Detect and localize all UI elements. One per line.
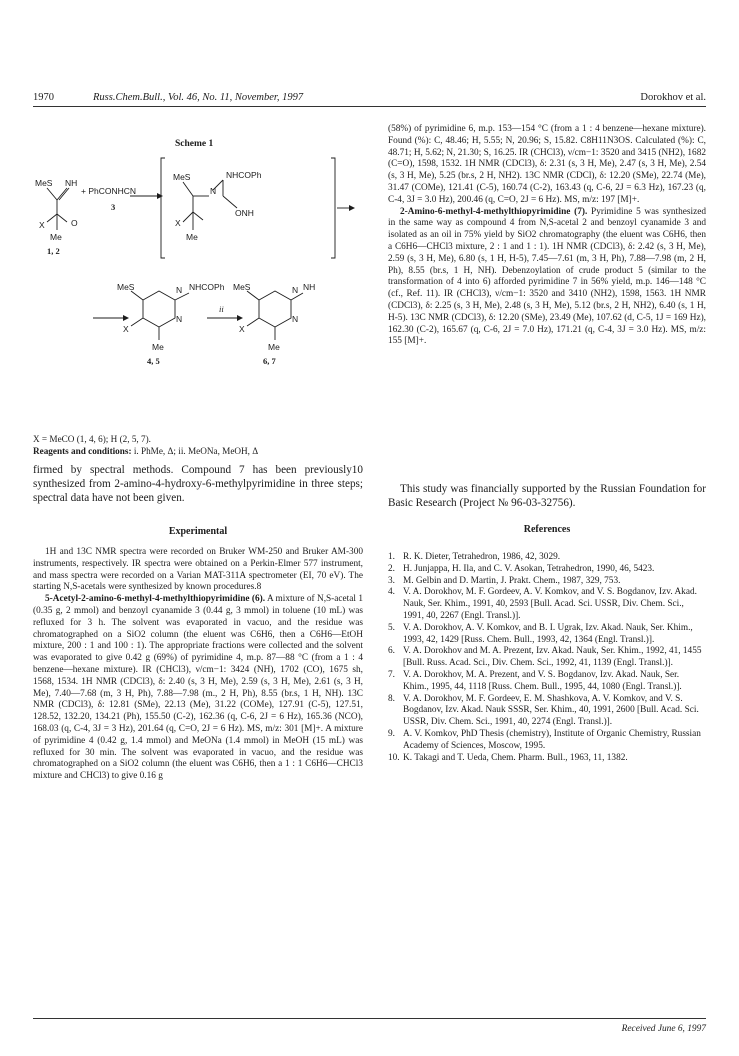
ring2-mes-label: MeS (233, 282, 251, 292)
reference-item (388, 552, 706, 564)
inter-n-label: N (210, 186, 217, 196)
reference-item (388, 587, 706, 622)
reference-text: M. Gelbin and D. Martin, J. Prakt. Chem., 1987, 329, 753. (403, 575, 621, 586)
experimental-body (33, 547, 363, 783)
intro-paragraph: firmed by spectral methods. Compound 7 has been previously10 synthesized from 2-amino-4-hydroxy-6-methylpyrimidine in three steps; spectral data have not been given. (33, 464, 363, 504)
legend-reagents-text: i. PhMe, Δ; ii. MeONa, MeOH, Δ (131, 445, 259, 456)
legend-reagents (33, 446, 363, 458)
reference-item (388, 564, 706, 576)
reference-number: 2. (388, 563, 395, 574)
reference-number: 9. (388, 728, 395, 739)
reference-text: H. Junjappa, H. Ila, and C. V. Asokan, Tetrahedron, 1990, 46, 5423. (403, 563, 655, 574)
reference-text: K. Takagi and T. Ueda, Chem. Pharm. Bull., 1963, 11, 1382. (403, 752, 628, 763)
reference-number: 3. (388, 575, 395, 586)
reference-number: 4. (388, 587, 395, 598)
inter-x-label: X (175, 218, 181, 228)
reference-number: 8. (388, 693, 395, 704)
reagent-label: + PhCONHCN (81, 186, 137, 196)
reference-number: 6. (388, 646, 395, 657)
inter-me-label: Me (186, 232, 198, 242)
ring2-n2-label: N (292, 314, 299, 324)
reference-text: R. K. Dieter, Tetrahedron, 1986, 42, 3029. (403, 552, 561, 562)
reference-item (388, 729, 706, 753)
reference-item (388, 646, 706, 670)
synthesis-7-text: Pyrimidine 5 was synthesized in the same way as compound 4 from N,S-acetal 2 and benzoyl cyanamide 3 and isolated as an oil in 75% yield by SiO2 chromatography (the eluent was C6H6, then a C6H6—CHCl3 mixture, 2 : 1 and 1 : 1). 1H NMR (CDCl3), δ: 2.42 (s, 3 H, Me), 2.59 (s, 3 H, Me), 6.80 (s, 1 H, H-5), 7.45—7.61 (m, 3 H, Ph), 7.88—7.98 (m, 2 H, Ph), 8.55 (br.s, 1 H, NH). Debenzoylation of crude product 5 (similar to the transformation of 4 into 6) afforded pyrimidine 7 in 56% yield, m.p. 146—148 °C (cf., Ref. 11). IR (CHCl3), ν/cm−1: 3520 and 3410 (NH2), 1598, 1563. 1H NMR (CDCl3), δ: 2.25 (s, 3 H, Me), 2.48 (s, 3 H, Me), 5.12 (br.s, 2 H, NH2), 6.40 (s, 1 H, H-5). 13C NMR (CDCl3), δ: 12.20 (SMe), 23.49 (Me), 107.62 (d, C-5, 1J = 169 Hz), 162.30 (C-2), 165.67 (q, C-6, 2J = 7.0 Hz), 171.21 (q, C-4, 3J = 3.0 Hz). MS, m/z: 155 [M]+. (388, 206, 706, 347)
synthesis-6-text: A mixture of N,S-acetal 1 (0.35 g, 2 mmol) and benzoyl cyanamide 3 (0.44 g, 3 mmol) in toluene (10 mL) was refluxed for 3 h. The solvent was evaporated in vacuo, and the residue was chromatographed on a SiO2 column (the eluent was C6H6, then a C6H6—EtOH mixture, 200 : 1 and 100 : 1). The appropriate fractions were collected and the solvent was evaporated to give 0.42 g (69%) of pyrimidine 4, m.p. 87—88 °C (from a 1 : 4 benzene—hexane mixture). IR (CHCl3), ν/cm−1: 3424 (NH), 1702 (CO), 1675 sh, 1568, 1534. 1H NMR (CDCl3), δ: 2.40 (s, 3 H, Me), 2.59 (s, 3 H, Me), 2.61 (s, 3 H, Me), 7.40—7.68 (m, 3 H, Ph), 7.88—7.98 (m., 2 H, Ph), 8.55 (br.s, 1 H, NH). 13C NMR (CDCl3), δ: 12.81 (SMe), 22.13 (Me), 31.22 (COMe), 127.91 (C-5), 127.51, 128.52, 132.20, 134.21 (Ph), 155.50 (C-2), 162.36 (q, C-6, 2J = 6 Hz), 165.36 (NCO), 168.03 (q, C-4, 3J = 3 Hz), 201.64 (q, C=O, 2J = 6 Hz). MS, m/z: 301 [M]+. A mixture of pyrimidine 4 (0.42 g, 1.4 mmol) and MeONa (1.4 mmol) in MeOH (15 mL) was refluxed for 30 min. The solvent was evaporated in vacuo, and the residue was chromatographed on a SiO2 column (the eluent was C6H6, then a 1 : 1 C6H6—CHCl3 mixture and CHCl3) to give 0.16 g (33, 594, 363, 782)
reference-text: V. A. Dorokhov, M. F. Gordeev, E. M. Shashkova, A. V. Komkov, and V. S. Bogdanov, Izv. Akad. Nauk SSSR, Ser. Khim., 40, 1991, 2600 [Bull. Acad. Sci. USSR, Div. Chem. Sci., 1991, 40, 2274 (Engl. Transl.)]. (403, 693, 699, 728)
reference-item (388, 694, 706, 729)
nh2-label: NH (65, 178, 78, 188)
ring2-n-label: N (292, 285, 299, 295)
experimental-heading: Experimental (168, 526, 228, 537)
ring2-nh2-label: NH (303, 282, 316, 292)
inter-nhcoph-label: NHCOPh (226, 170, 262, 180)
ring1-nhcoph-label: NHCOPh (189, 282, 225, 292)
references-heading: References (523, 524, 571, 535)
reference-item (388, 670, 706, 694)
synthesis-7-paragraph (388, 207, 706, 349)
running-header (33, 92, 706, 106)
header-rule (33, 106, 706, 107)
reference-number: 7. (388, 669, 395, 680)
o-label: O (71, 218, 78, 228)
x-label: X (39, 220, 45, 230)
instruments-paragraph: 1H and 13C NMR spectra were recorded on Bruker WM-250 and Bruker AM-300 instruments, respectively. IR spectra were obtained on a Perkin-Elmer 577 instrument, and mass spectra were recorded on a Varian MAT-311A spectrometer (EI, 70 eV). The starting N,S-acetals were synthesized by known procedures.8 (33, 547, 363, 593)
ring1-mes-label: MeS (117, 282, 135, 292)
ring1-n-label: N (176, 285, 183, 295)
footer-rule (33, 1018, 706, 1019)
reference-item (388, 753, 706, 765)
scheme-title: Scheme 1 (175, 139, 214, 149)
reference-item (388, 576, 706, 588)
inter-onh2-label: ONH (235, 208, 254, 218)
reference-text: V. A. Dorokhov, A. V. Komkov, and B. I. Ugrak, Izv. Akad. Nauk, Ser. Khim., 1993, 42, 1429 [Russ. Chem. Bull., 1993, 42, 1364 (Engl. Transl.)]. (403, 622, 693, 645)
reference-text: V. A. Dorokhov, M. A. Prezent, and V. S. Bogdanov, Izv. Akad. Nauk, Ser. Khim., 1995, 44, 1118 [Russ. Chem. Bull., 1995, 44, 1080 (Engl. Transl.)]. (403, 669, 682, 692)
step-ii-label: ii (219, 304, 224, 314)
right-column (388, 124, 706, 348)
ring1-n2-label: N (176, 314, 183, 324)
ring1-me-label: Me (152, 342, 164, 352)
acknowledgement (388, 482, 706, 510)
compound-6-7-label: 6, 7 (263, 356, 276, 366)
reference-number: 10. (388, 752, 400, 763)
reference-item (388, 623, 706, 647)
legend-x: X = MeCO (1, 4, 6); H (2, 5, 7). (33, 434, 151, 444)
acknowledgement-text: This study was financially supported by the Russian Foundation for Basic Research (Project № 96-03-32756). (388, 483, 706, 509)
synthesis-6-title: 5-Acetyl-2-amino-6-methyl-4-methylthiopyrimidine (6). (45, 594, 266, 605)
me-label: Me (50, 232, 62, 242)
received-date: Received June 6, 1997 (621, 1024, 706, 1034)
reference-text: V. A. Dorokhov and M. A. Prezent, Izv. Akad. Nauk, Ser. Khim., 1992, 41, 1455 [Bull. Russ. Acad. Sci., Div. Chem. Sci., 1992, 41, 1139 (Engl. Transl.)]. (403, 646, 702, 669)
reference-text: V. A. Dorokhov, M. F. Gordeev, A. V. Komkov, and V. S. Bogdanov, Izv. Akad. Nauk, Ser. Khim., 1991, 40, 2593 [Bull. Acad. Sci. USSR, Div. Chem. Sci., 1991, 40, 2267 (Engl. Transl.)]. (403, 587, 697, 621)
journal-citation: Russ.Chem.Bull., Vol. 46, No. 11, November, 1997 (93, 92, 304, 103)
running-authors: Dorokhov et al. (640, 92, 706, 103)
reagent-number: 3 (111, 202, 116, 212)
compound-4-5-label: 4, 5 (147, 356, 160, 366)
reaction-scheme (33, 150, 363, 432)
synthesis-6-paragraph (33, 594, 363, 783)
legend-reagents-label: Reagents and conditions: (33, 445, 132, 456)
reference-number: 1. (388, 552, 395, 562)
inter-mes-label: MeS (173, 172, 191, 182)
synthesis-7-title: 2-Amino-6-methyl-4-methylthiopyrimidine (7). (400, 206, 588, 217)
references-section (388, 552, 706, 764)
page-number: 1970 (33, 92, 54, 103)
ring1-x-label: X (123, 324, 129, 334)
scheme-legend (33, 434, 363, 457)
compound-1-2-label: 1, 2 (47, 246, 60, 256)
references-list (388, 552, 706, 764)
data-6-paragraph: (58%) of pyrimidine 6, m.p. 153—154 °C (from a 1 : 4 benzene—hexane mixture). Found (%): C, 48.46; H, 5.55; N, 20.96; S, 15.82. C8H11N3OS. Calculated (%): C, 48.71; H, 5.62; N, 21.30; S, 16.25. IR (CHCl3), ν/cm−1: 3520 and 3415 (NH2), 1682 (C=O), 1598, 1532. 1H NMR (CDCl3), δ: 2.31 (s, 3 H, Me), 2.47 (s, 3 H, Me), 2.54 (s, 3 H, Me), 5.25 (br.s, 2 H, NH2). 13C NMR (CDCl), δ: 12.20 (SMe), 22.74 (Me), 31.47 (COMe), 121.41 (C-5), 160.74 (C-2), 163.43 (q, C-6, 2J = 6.3 Hz), 167.23 (q, C-4, 3J = 3.0 Hz), 200.46 (q, C=O, 2J = 6 Hz). MS, m/z: 197 [M]+. (388, 124, 706, 205)
ring2-x-label: X (239, 324, 245, 334)
ring2-me-label: Me (268, 342, 280, 352)
mes-label: MeS (35, 178, 53, 188)
reference-number: 5. (388, 622, 395, 633)
reference-text: A. V. Komkov, PhD Thesis (chemistry), Institute of Organic Chemistry, Russian Academy of Sciences, Moscow, 1995. (403, 728, 701, 751)
